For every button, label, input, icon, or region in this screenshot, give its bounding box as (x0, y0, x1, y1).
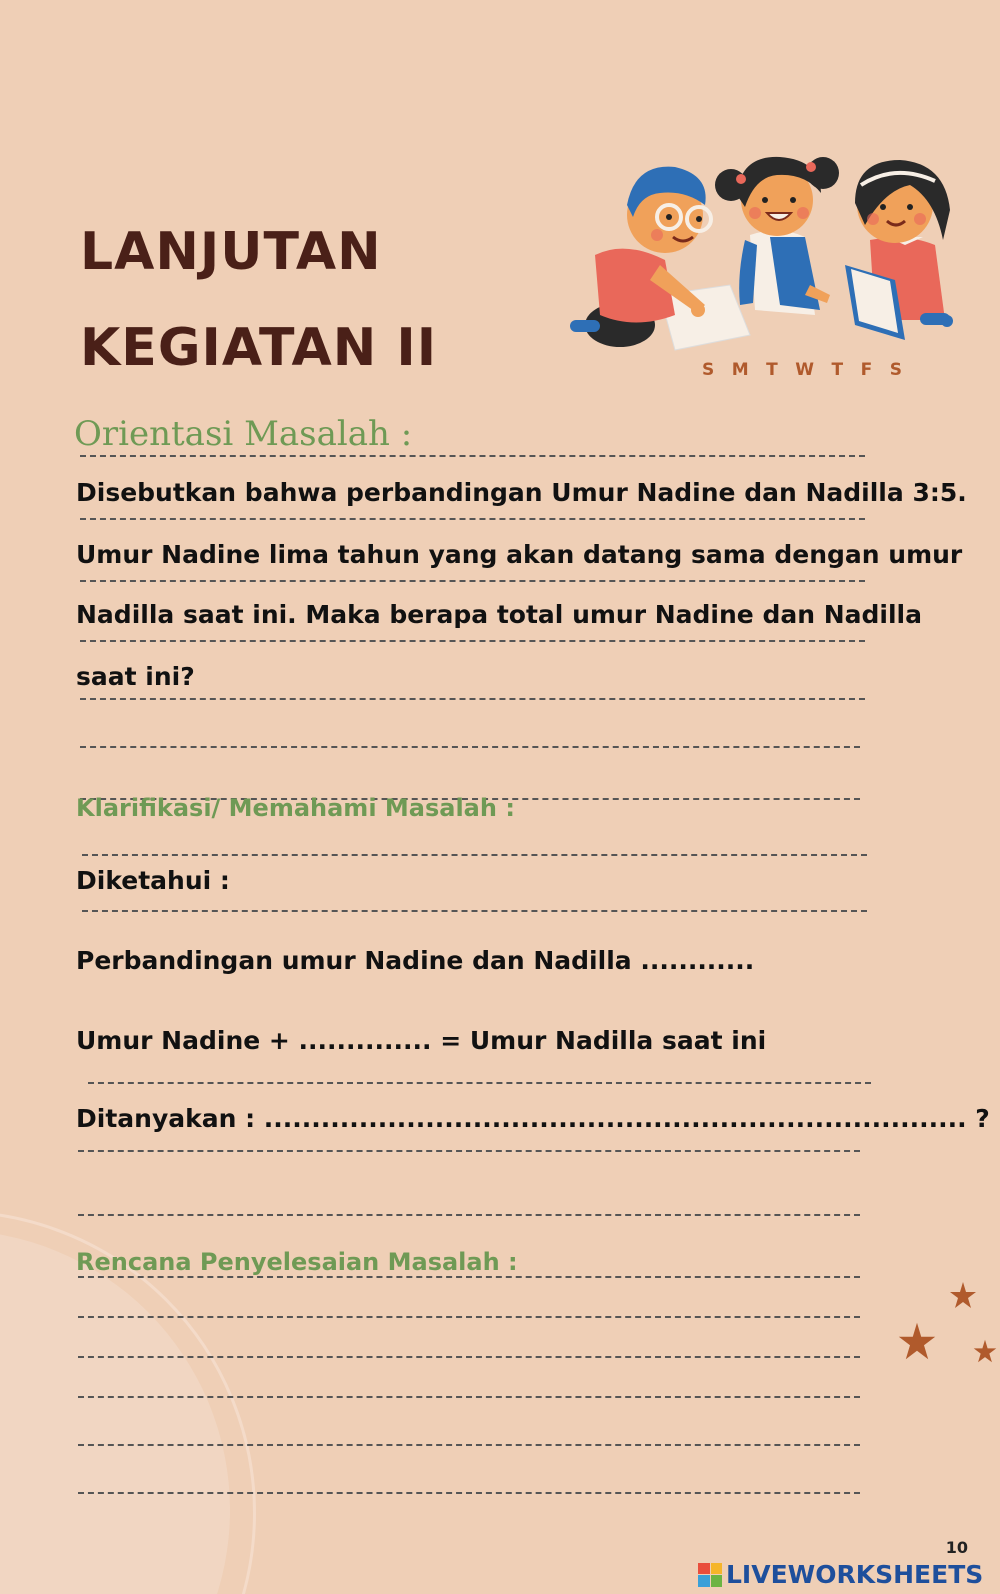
answer-line[interactable] (80, 698, 865, 700)
answer-line[interactable] (78, 1444, 860, 1446)
decorative-circle (0, 1230, 230, 1594)
star-decoration-icon (948, 1280, 978, 1310)
brand-name: LIVEWORKSHEETS (726, 1560, 984, 1589)
dashed-line (88, 1082, 871, 1084)
answer-line[interactable] (78, 1356, 860, 1358)
title-line-2: KEGIATAN II (80, 318, 438, 378)
orientasi-heading: Orientasi Masalah : (74, 414, 413, 454)
star-decoration-icon (972, 1334, 998, 1368)
diketahui-label: Diketahui : (76, 866, 230, 895)
dashed-line (80, 580, 865, 582)
weekday-wed: W (795, 360, 814, 380)
weekday-sun: S (702, 360, 715, 380)
liveworksheets-logo[interactable] (698, 1560, 983, 1589)
problem-line-1: Disebutkan bahwa perbandingan Umur Nadine dan Nadilla 3:5. (76, 478, 967, 507)
dashed-line (80, 640, 865, 642)
ditanyakan-line[interactable]: Ditanyakan : .......................................................................... ? (76, 1104, 990, 1133)
girl-figure-right (845, 160, 953, 340)
answer-line[interactable] (78, 1214, 860, 1216)
answer-line[interactable] (78, 1396, 860, 1398)
rencana-heading: Rencana Penyelesaian Masalah : (76, 1248, 518, 1276)
answer-line[interactable] (78, 1276, 860, 1278)
weekday-tue: T (766, 360, 778, 380)
girl-figure-middle (715, 157, 839, 315)
klarifikasi-heading: Klarifikasi/ Memahami Masalah : (76, 794, 515, 822)
liveworksheets-icon (698, 1563, 722, 1587)
answer-line[interactable] (80, 746, 860, 748)
answer-line[interactable] (78, 1150, 860, 1152)
problem-line-2: Umur Nadine lima tahun yang akan datang sama dengan umur (76, 540, 963, 569)
star-decoration-icon (896, 1320, 938, 1362)
page-number: 10 (945, 1538, 968, 1557)
dashed-line (82, 910, 867, 912)
weekday-row (702, 360, 902, 380)
answer-line[interactable] (78, 1492, 860, 1494)
problem-line-3: Nadilla saat ini. Maka berapa total umur Nadine dan Nadilla (76, 600, 922, 629)
weekday-sat: S (889, 360, 902, 380)
weekday-mon: M (731, 360, 749, 380)
children-studying-illustration (565, 145, 960, 360)
problem-line-4: saat ini? (76, 662, 195, 691)
weekday-thu: T (831, 360, 844, 380)
umur-equation-line[interactable]: Umur Nadine + .............. = Umur Nadilla saat ini (76, 1026, 767, 1055)
weekday-fri: F (860, 360, 873, 380)
title-line-1: LANJUTAN (80, 222, 382, 282)
dashed-line (80, 455, 865, 457)
answer-line[interactable] (78, 1316, 860, 1318)
dashed-line (80, 518, 865, 520)
dashed-line (82, 854, 867, 856)
perbandingan-line[interactable]: Perbandingan umur Nadine dan Nadilla ............ (76, 946, 755, 975)
